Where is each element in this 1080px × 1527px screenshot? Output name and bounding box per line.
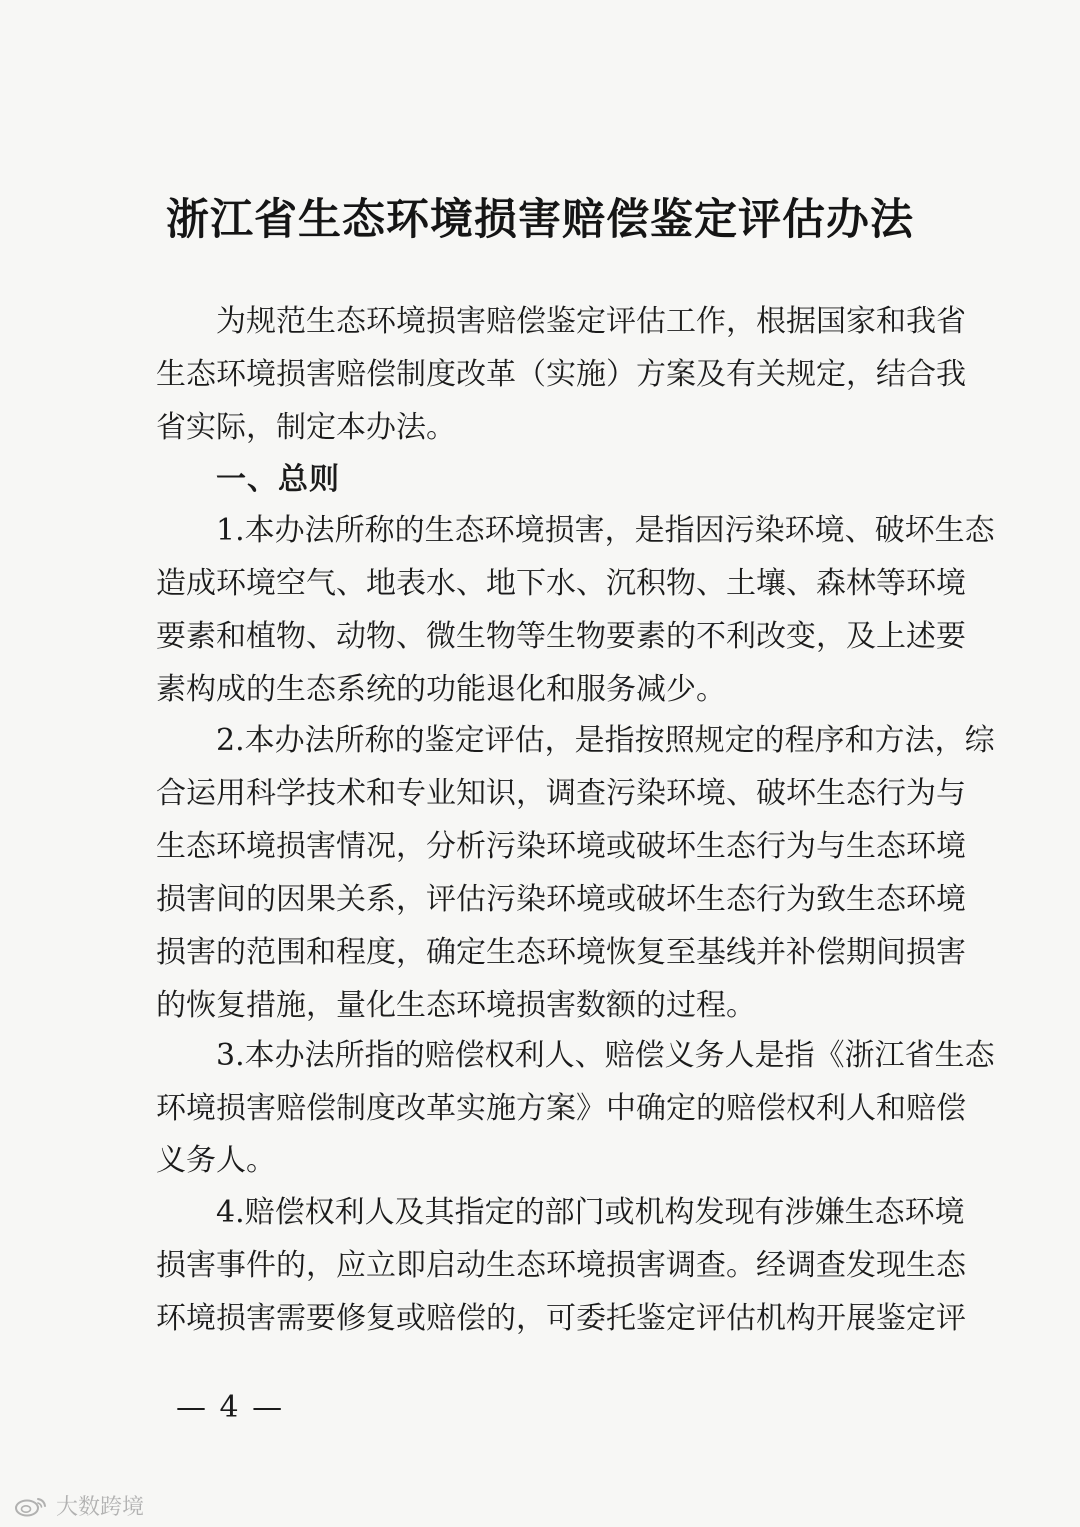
paragraph-line: 生态环境损害情况，分析污染环境或破坏生态行为与生态环境 bbox=[156, 829, 966, 864]
document-title: 浙江省生态环境损害赔偿鉴定评估办法 bbox=[166, 195, 914, 245]
watermark bbox=[14, 1490, 144, 1521]
paragraph-line: 为规范生态环境损害赔偿鉴定评估工作，根据国家和我省 bbox=[216, 304, 966, 339]
paragraph-line: 损害间的因果关系，评估污染环境或破坏生态行为致生态环境 bbox=[156, 882, 966, 917]
paragraph-line: 1.本办法所称的生态环境损害，是指因污染环境、破坏生态 bbox=[216, 513, 995, 548]
paragraph-line: 3.本办法所指的赔偿权利人、赔偿义务人是指《浙江省生态 bbox=[216, 1038, 995, 1073]
paragraph-line: 合运用科学技术和专业知识，调查污染环境、破坏生态行为与 bbox=[156, 776, 966, 811]
paragraph-line: 环境损害需要修复或赔偿的，可委托鉴定评估机构开展鉴定评 bbox=[156, 1301, 966, 1336]
paragraph-line: 2.本办法所称的鉴定评估，是指按照规定的程序和方法，综 bbox=[216, 723, 995, 758]
paragraph-line: 省实际，制定本办法。 bbox=[156, 410, 456, 445]
section-heading: 一、总则 bbox=[216, 462, 340, 497]
watermark-text: 大数跨境 bbox=[56, 1495, 145, 1520]
page-number: — 4 — bbox=[176, 1390, 285, 1425]
paragraph-line: 要素和植物、动物、微生物等生物要素的不利改变，及上述要 bbox=[156, 619, 966, 654]
paragraph-line: 环境损害赔偿制度改革实施方案》中确定的赔偿权利人和赔偿 bbox=[156, 1091, 966, 1126]
paragraph-line: 的恢复措施，量化生态环境损害数额的过程。 bbox=[156, 988, 756, 1023]
paragraph-line: 4.赔偿权利人及其指定的部门或机构发现有涉嫌生态环境 bbox=[216, 1195, 965, 1230]
weibo-logo-icon bbox=[14, 1495, 48, 1517]
paragraph-line: 损害事件的，应立即启动生态环境损害调查。经调查发现生态 bbox=[156, 1248, 966, 1283]
paragraph-line: 损害的范围和程度，确定生态环境恢复至基线并补偿期间损害 bbox=[156, 935, 966, 970]
paragraph-line: 义务人。 bbox=[156, 1143, 276, 1178]
paragraph-line: 素构成的生态系统的功能退化和服务减少。 bbox=[156, 672, 726, 707]
paragraph-line: 生态环境损害赔偿制度改革（实施）方案及有关规定，结合我 bbox=[156, 357, 966, 392]
paragraph-line: 造成环境空气、地表水、地下水、沉积物、土壤、森林等环境 bbox=[156, 566, 966, 601]
